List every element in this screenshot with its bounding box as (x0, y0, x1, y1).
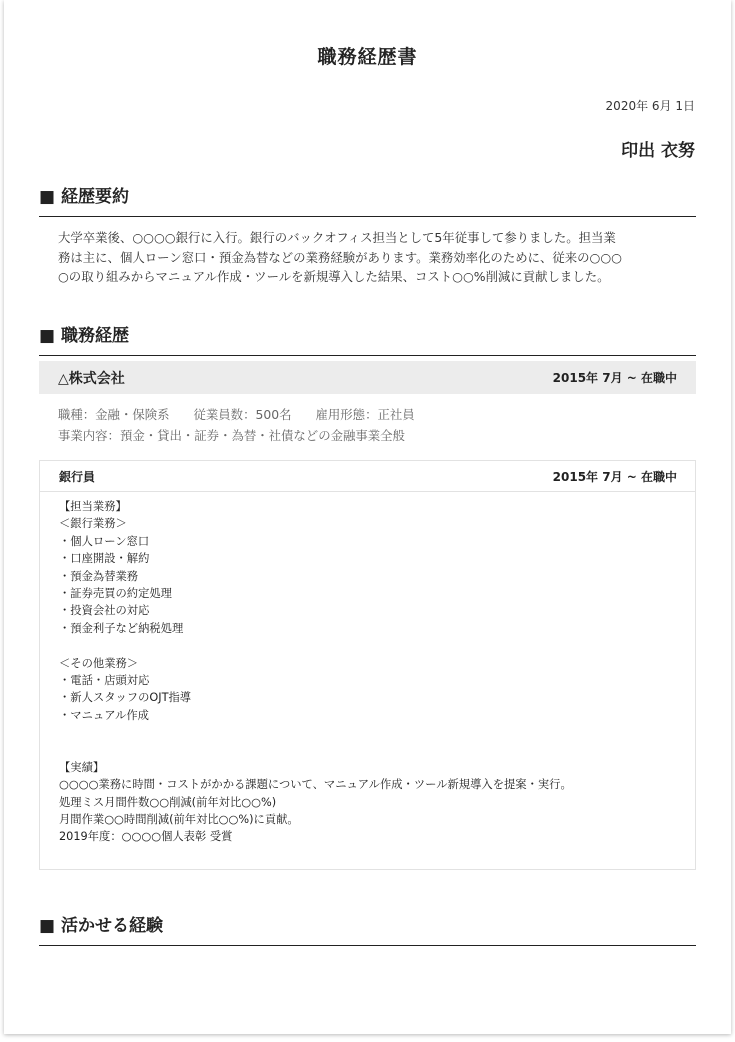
company-employees: 従業員数：500名 (193, 407, 292, 422)
achievement-line: 処理ミス月間件数○○削減(前年対比○○%) (59, 795, 277, 809)
duty-line: ・預金利子など納税処理 (59, 621, 184, 635)
blank-line (59, 637, 676, 654)
duty-line: ＜銀行業務＞ (59, 517, 127, 531)
duty-line: ・証券売買の約定処理 (59, 586, 172, 600)
achievement-line: ○○○○業務に時間・コストがかかる課題について、マニュアル作成・ツール新規導入を提案・実行。 (59, 778, 572, 792)
position-details (40, 492, 695, 846)
duty-line: ・預金為替業務 (59, 569, 139, 583)
company-period: 2015年 7月 ~ 在職中 (552, 371, 677, 385)
summary-line: 大学卒業後、○○○○銀行に入行。銀行のバックオフィス担当として5年従事して参りました。担当業 (58, 230, 616, 245)
duty-line: ・新人スタッフのOJT指導 (59, 691, 192, 705)
position-card (39, 460, 696, 870)
company-industry: 職種：金融・保険系 (58, 407, 170, 422)
achievement-line: 2019年度：○○○○個人表彰 受賞 (59, 830, 233, 844)
achievement-line: 月間作業○○時間削減(前年対比○○%)に貢献。 (59, 813, 299, 827)
blank-line (59, 724, 676, 741)
document-title: 職務経歴書 (317, 46, 418, 68)
duty-line: ＜その他業務＞ (59, 656, 139, 670)
position-header (40, 461, 695, 492)
duty-line: ・電話・店頭対応 (59, 673, 150, 687)
blank-line (59, 741, 676, 758)
company-name: △株式会社 (58, 370, 125, 387)
position-title: 銀行員 (59, 469, 96, 484)
achievement-line: 【実績】 (59, 760, 105, 774)
company-header (39, 361, 696, 394)
career-heading: ■ 職務経歴 (39, 321, 696, 356)
duty-line: ・個人ローン窓口 (59, 534, 150, 548)
company-meta-row (58, 404, 415, 425)
duty-line: ・マニュアル作成 (59, 708, 149, 722)
career-summary (58, 228, 687, 287)
applicant-name: 印出 衣努 (621, 141, 695, 161)
summary-heading: ■ 経歴要約 (39, 182, 696, 217)
summary-line: ○の取り組みからマニュアル作成・ツールを新規導入した結果、コスト○○%削減に貢献しました。 (58, 269, 610, 284)
skills-heading: ■ 活かせる経験 (39, 911, 696, 946)
company-details (58, 404, 415, 446)
duty-line: ・投資会社の対応 (59, 604, 150, 618)
duty-line: 【担当業務】 (59, 500, 127, 513)
resume-page (4, 0, 731, 1034)
summary-line: 務は主に、個人ローン窓口・預金為替などの業務経験があります。業務効率化のために、従来の○○○ (58, 249, 622, 265)
document-date: 2020年 6月 1日 (605, 99, 695, 113)
company-business: 事業内容：預金・貸出・証券・為替・社債などの金融事業全般 (58, 428, 405, 443)
duty-line: ・口座開設・解約 (59, 552, 150, 566)
company-employment-type: 雇用形態：正社員 (315, 407, 415, 422)
position-period: 2015年 7月 ~ 在職中 (552, 469, 677, 484)
